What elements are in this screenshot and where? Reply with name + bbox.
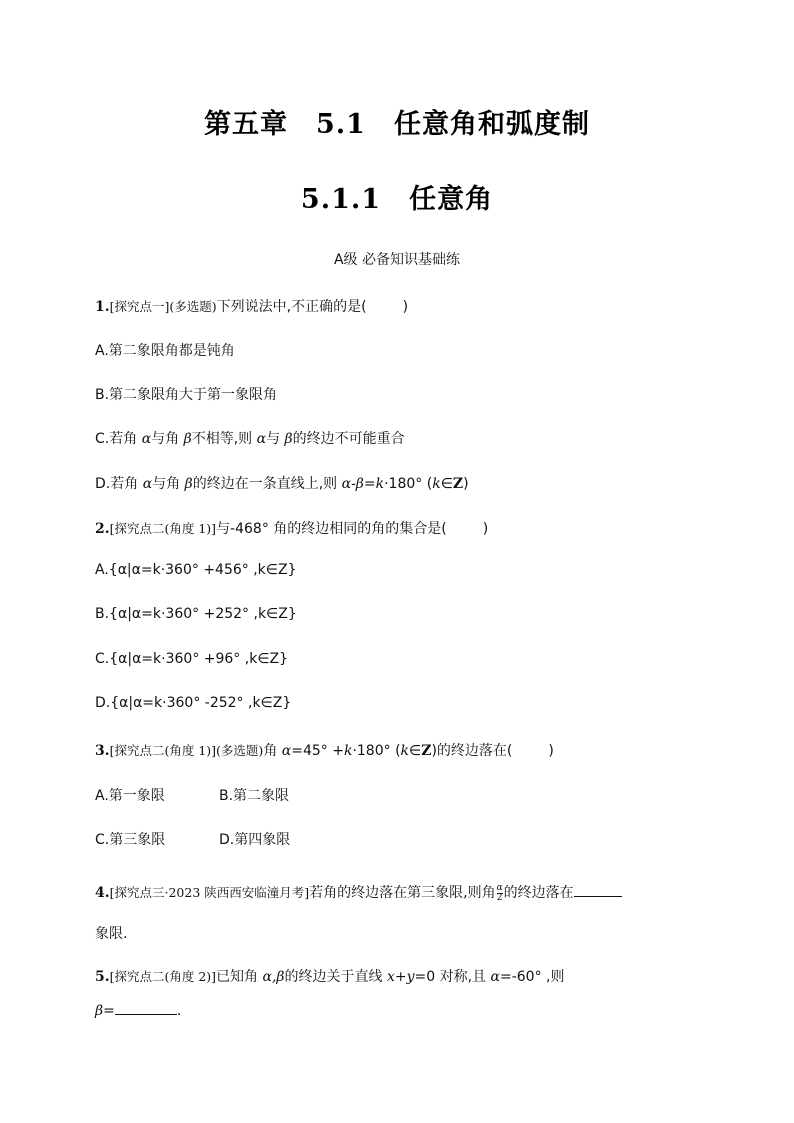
question-tag: [探究点二(角度 1)](多选题) <box>109 743 264 758</box>
question-text: 已知角 <box>216 969 263 985</box>
fraction-denominator: 2 <box>496 892 503 903</box>
question-1-option-c <box>95 428 405 448</box>
question-text: ·180° ( <box>352 743 401 759</box>
question-text: 与-468° 角的终边相同的角的集合是( <box>216 521 447 537</box>
question-number: 2. <box>95 521 110 537</box>
question-3-options-row-2 <box>95 829 395 849</box>
question-3-option-b: B.第二象限 <box>219 788 290 804</box>
element-of-symbol: ∈ <box>409 743 422 759</box>
question-text: 下列说法中,不正确的是( <box>216 299 367 315</box>
answer-blank[interactable] <box>115 1000 177 1015</box>
question-text: = <box>103 1003 115 1019</box>
question-2-option-a: A.{α|α=k·360° +456° ,k∈Z} <box>95 562 297 578</box>
question-number: 4. <box>95 885 110 901</box>
question-1-option-a: A.第二象限角都是钝角 <box>95 343 235 359</box>
question-2-option-b: B.{α|α=k·360° +252° ,k∈Z} <box>95 606 297 622</box>
option-text: 与 <box>266 431 285 447</box>
question-number: 1. <box>95 299 110 315</box>
question-3-option-d: D.第四象限 <box>219 832 291 848</box>
section-title: 5.1.1 任意角 <box>300 184 494 215</box>
close-paren: ) <box>548 743 554 759</box>
question-tag: [探究点二(角度 1)] <box>109 521 217 536</box>
option-text: D.若角 <box>95 476 143 492</box>
k-symbol: k <box>432 476 441 492</box>
question-1-option-d <box>95 473 469 493</box>
question-number: 3. <box>95 743 110 759</box>
alpha-symbol: α <box>141 431 152 447</box>
math-expression: α-β=k <box>341 476 385 492</box>
beta-symbol: β <box>183 431 192 447</box>
question-text: =45° + <box>291 743 344 759</box>
question-text: =0 对称,且 <box>414 969 491 985</box>
alpha-symbol: α <box>142 476 153 492</box>
question-2-stem <box>95 518 488 538</box>
question-text: )的终边落在( <box>431 743 513 759</box>
beta-symbol: β <box>95 1003 104 1019</box>
question-text: 角 <box>263 743 282 759</box>
beta-symbol: β <box>184 476 193 492</box>
question-3-stem <box>95 740 554 760</box>
question-2-option-d: D.{α|α=k·360° -252° ,k∈Z} <box>95 695 292 711</box>
level-label: A级 必备知识基础练 <box>333 252 461 268</box>
alpha-symbol: α <box>281 743 292 759</box>
question-text: =-60° ,则 <box>499 969 565 985</box>
question-5-stem <box>95 966 564 986</box>
fraction-numerator: α <box>496 882 503 893</box>
question-text: 的终边落在 <box>503 885 574 901</box>
math-expression: x+y <box>386 969 415 985</box>
option-text: C.若角 <box>95 431 142 447</box>
question-3-option-c: C.第三象限 <box>95 832 166 848</box>
integer-set-symbol: Z <box>452 476 464 492</box>
question-3-options-row-1 <box>95 785 395 805</box>
option-text: 与角 <box>152 476 185 492</box>
option-text: 不相等,则 <box>191 431 257 447</box>
close-paren: ) <box>482 521 489 537</box>
question-5-continuation: β= . <box>95 1000 181 1019</box>
alpha-symbol: α <box>256 431 267 447</box>
alpha-symbol: α <box>490 969 500 985</box>
integer-set-symbol: Z <box>421 743 432 759</box>
question-text: 的终边关于直线 <box>284 969 387 985</box>
question-number: 5. <box>95 969 110 985</box>
answer-blank[interactable] <box>574 882 622 897</box>
question-tag: [探究点二(角度 2)] <box>109 969 217 984</box>
option-text: ·180° ( <box>384 476 433 492</box>
question-1-stem <box>95 296 408 316</box>
question-1-option-b: B.第二象限角大于第一象限角 <box>95 387 278 403</box>
question-tag: [探究点一](多选题) <box>109 299 217 314</box>
k-symbol: k <box>343 743 353 759</box>
question-tag: [探究点三·2023 陕西西安临潼月考] <box>109 885 310 900</box>
beta-symbol: β <box>284 431 293 447</box>
k-symbol: k <box>400 743 410 759</box>
question-2-option-c: C.{α|α=k·360° +96° ,k∈Z} <box>95 651 289 667</box>
question-text: 若角的终边落在第三象限,则角 <box>309 885 496 901</box>
chapter-title: 第五章 5.1 任意角和弧度制 <box>204 109 590 140</box>
option-text: 的终边不可能重合 <box>292 431 405 447</box>
question-4-continuation: 象限. <box>95 926 128 942</box>
close-paren: ) <box>402 299 409 315</box>
option-text: 与角 <box>151 431 184 447</box>
question-4-stem <box>95 882 622 903</box>
question-3-option-a: A.第一象限 <box>95 788 165 804</box>
fraction-alpha-over-2 <box>497 884 503 903</box>
option-text: 的终边在一条直线上,则 <box>192 476 342 492</box>
alpha-beta-symbols: α,β <box>262 969 285 985</box>
option-text: ) <box>463 476 469 492</box>
element-of-symbol: ∈ <box>440 476 453 492</box>
